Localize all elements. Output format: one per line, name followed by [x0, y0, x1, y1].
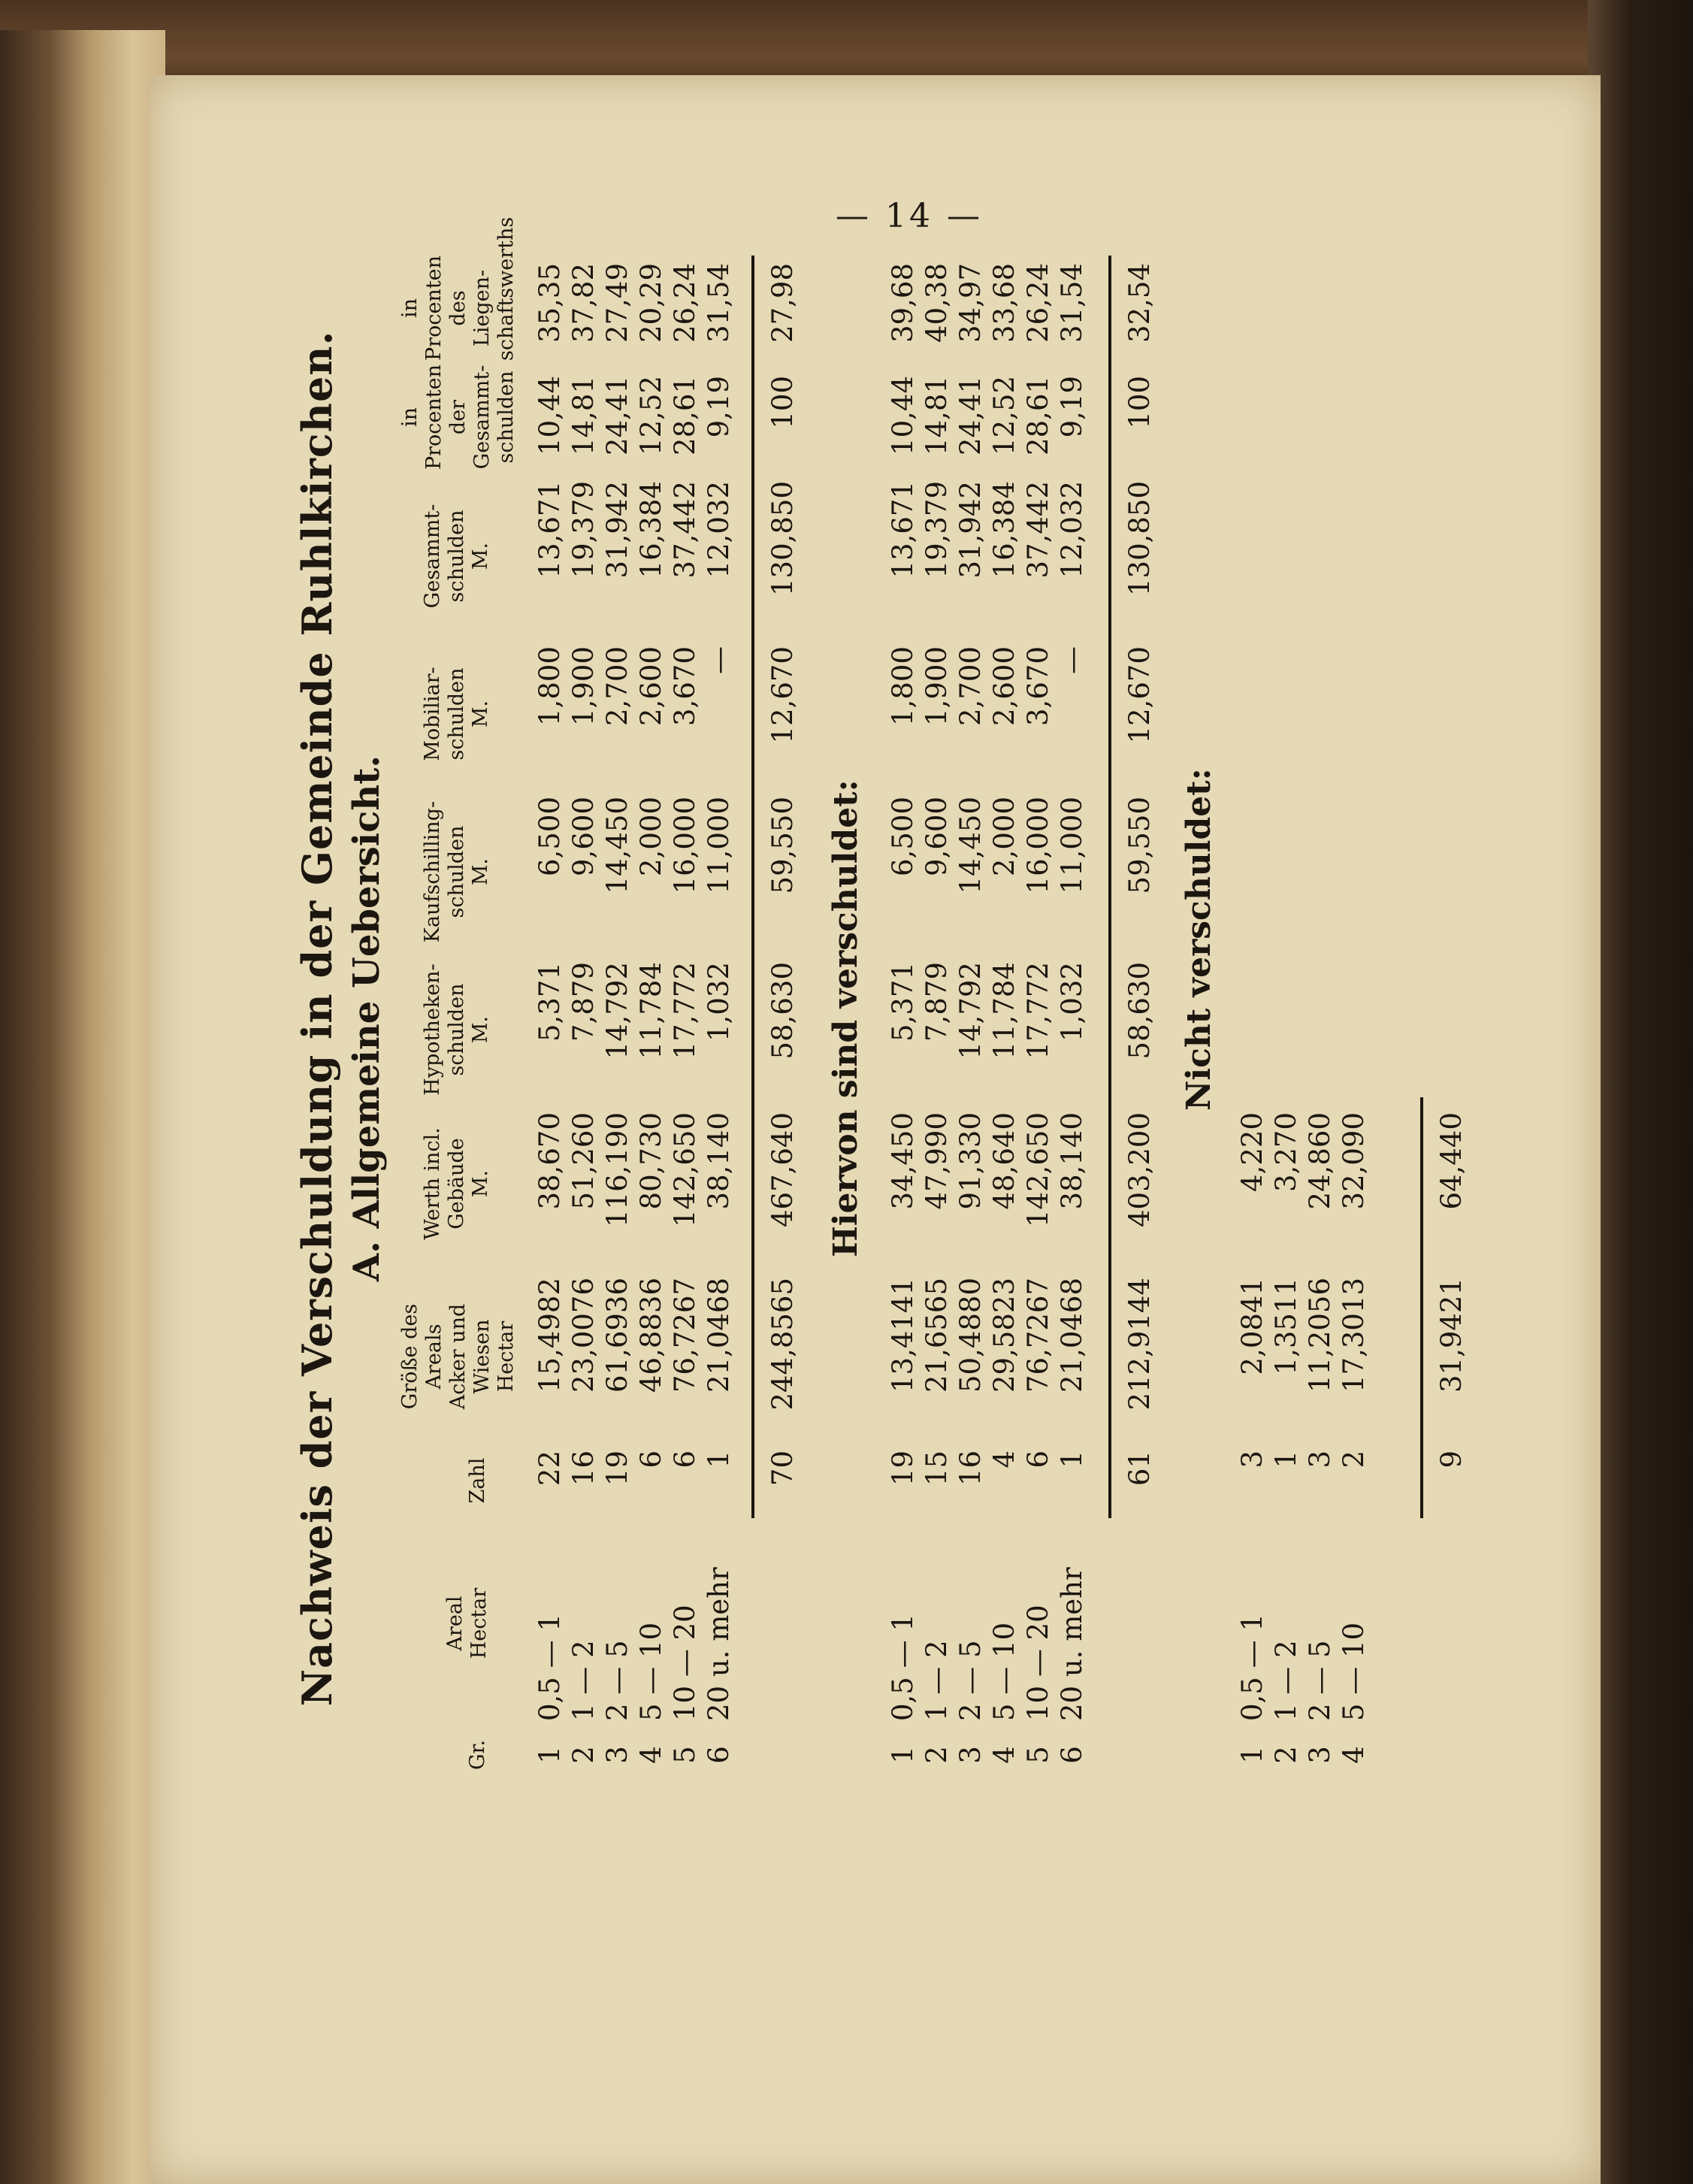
header-hypo: Hypotheken- schulden M. — [421, 963, 492, 1096]
cell-groesse: 21,6565 — [921, 1278, 953, 1393]
table-row — [534, 256, 568, 1781]
cell-zahl: 19 — [887, 1450, 919, 1487]
cell-groesse: 212,9144 — [1123, 1278, 1156, 1411]
table-row — [601, 256, 636, 1781]
cell-gr: 2 — [567, 1746, 600, 1764]
cell-proc-lieg: 39,68 — [887, 263, 919, 343]
cell-proc-lieg: 26,24 — [1022, 263, 1054, 343]
cell-hypo: 1,032 — [1056, 962, 1088, 1042]
cell-gr: 3 — [601, 1746, 633, 1764]
cell-kauf: 9,600 — [567, 797, 600, 876]
cell-groesse: 50,4880 — [954, 1278, 987, 1393]
cell-proc-lieg: 33,68 — [988, 263, 1020, 343]
cell-mobiliar: 3,670 — [669, 646, 701, 726]
cell-hypo: 17,772 — [669, 962, 701, 1060]
cell-zahl: 22 — [534, 1450, 566, 1487]
cell-gr: 4 — [1338, 1746, 1370, 1764]
cell-werth: 34,450 — [887, 1112, 919, 1210]
cell-gr: 1 — [1236, 1746, 1268, 1764]
cell-gr: 5 — [1022, 1746, 1054, 1764]
cell-areal: 5 — 10 — [635, 1622, 667, 1721]
cell-mobiliar: 1,800 — [887, 646, 919, 726]
table-row — [887, 256, 921, 1781]
cell-groesse: 21,0468 — [703, 1278, 735, 1393]
total-rule — [1420, 1097, 1423, 1518]
cell-werth: 4,220 — [1236, 1112, 1268, 1192]
cell-kauf: 6,500 — [534, 797, 566, 876]
cell-zahl: 1 — [1270, 1450, 1302, 1469]
cell-proc-ges: 24,41 — [954, 376, 987, 455]
cell-gr: 2 — [921, 1746, 953, 1764]
cell-hypo: 58,630 — [766, 962, 799, 1060]
cell-kauf: 11,000 — [703, 797, 735, 894]
cell-groesse: 2,0841 — [1236, 1278, 1268, 1375]
cell-mobiliar: 12,670 — [766, 646, 799, 744]
header-proc-lieg: in Procenten des Liegen- schaftswerths — [398, 216, 518, 361]
cell-proc-ges: 12,52 — [988, 376, 1020, 455]
cell-kauf: 2,000 — [635, 797, 667, 876]
cell-hypo: 7,879 — [921, 962, 953, 1042]
cell-gr: 6 — [703, 1746, 735, 1764]
cell-zahl: 6 — [669, 1450, 701, 1469]
cell-kauf: 16,000 — [1022, 797, 1054, 894]
cell-proc-ges: 28,61 — [1022, 376, 1054, 455]
cell-mobiliar: 1,900 — [921, 646, 953, 726]
cell-gesammt: 19,379 — [567, 481, 600, 579]
cell-werth: 64,440 — [1435, 1112, 1468, 1210]
total-rule — [751, 256, 754, 1518]
cell-werth: 142,650 — [1022, 1112, 1054, 1228]
cell-kauf: 9,600 — [921, 797, 953, 876]
cell-gesammt: 12,032 — [1056, 481, 1088, 579]
cell-groesse: 61,6936 — [601, 1278, 633, 1393]
cell-zahl: 16 — [954, 1450, 987, 1487]
cell-zahl: 19 — [601, 1450, 633, 1487]
table-row — [703, 256, 737, 1781]
cell-gesammt: 12,032 — [703, 481, 735, 579]
header-gr: Gr. — [466, 1739, 489, 1771]
cell-proc-ges: 100 — [766, 376, 799, 429]
cell-proc-lieg: 31,54 — [1056, 263, 1088, 343]
cell-hypo: 58,630 — [1123, 962, 1156, 1060]
cell-areal: 0,5 — 1 — [887, 1614, 919, 1721]
total-row — [1123, 256, 1158, 1781]
cell-proc-lieg: 20,29 — [635, 263, 667, 343]
cell-hypo: 7,879 — [567, 962, 600, 1042]
total-rule — [1108, 256, 1111, 1518]
cell-proc-ges: 14,81 — [567, 376, 600, 455]
total-row — [766, 256, 801, 1781]
cell-werth: 3,270 — [1270, 1112, 1302, 1192]
section-label-nicht-verschuldet: Nicht verschuldet: — [1180, 768, 1218, 1111]
cell-gr: 3 — [954, 1746, 987, 1764]
table-row — [1270, 256, 1305, 1781]
cell-groesse: 15,4982 — [534, 1278, 566, 1393]
cell-gesammt: 19,379 — [921, 481, 953, 579]
cell-groesse: 21,0468 — [1056, 1278, 1088, 1393]
cell-groesse: 1,3511 — [1270, 1278, 1302, 1375]
cell-zahl: 3 — [1236, 1450, 1268, 1469]
cell-hypo: 14,792 — [954, 962, 987, 1060]
cell-zahl: 1 — [703, 1450, 735, 1469]
cell-gesammt: 37,442 — [1022, 481, 1054, 579]
cell-zahl: 2 — [1338, 1450, 1370, 1469]
cell-groesse: 29,5823 — [988, 1278, 1020, 1393]
cell-werth: 38,140 — [703, 1112, 735, 1210]
cell-proc-ges: 24,41 — [601, 376, 633, 455]
cell-werth: 32,090 — [1338, 1112, 1370, 1210]
cell-proc-ges: 28,61 — [669, 376, 701, 455]
cell-werth: 38,140 — [1056, 1112, 1088, 1210]
cell-kauf: 11,000 — [1056, 797, 1088, 894]
cell-zahl: 16 — [567, 1450, 600, 1487]
cell-areal: 1 — 2 — [567, 1640, 600, 1721]
cell-groesse: 31,9421 — [1435, 1278, 1468, 1393]
cell-proc-lieg: 35,35 — [534, 263, 566, 343]
cell-werth: 403,200 — [1123, 1112, 1156, 1228]
cell-gesammt: 130,850 — [766, 481, 799, 597]
header-mobiliar: Mobiliar- schulden M. — [421, 667, 492, 761]
header-proc-ges: in Procenten der Gesammt- schulden — [398, 364, 518, 470]
cell-mobiliar: 2,600 — [988, 646, 1020, 726]
cell-proc-lieg: 40,38 — [921, 263, 953, 343]
cell-werth: 24,860 — [1304, 1112, 1336, 1210]
table-row — [1304, 256, 1338, 1781]
page-title: Nachweis der Verschuldung in der Gemeinde Ruhlkirchen. — [293, 330, 341, 1707]
cell-zahl: 9 — [1435, 1450, 1468, 1469]
cell-zahl: 61 — [1123, 1450, 1156, 1487]
cell-hypo: 5,371 — [534, 962, 566, 1042]
table-row — [1056, 256, 1090, 1781]
cell-mobiliar: 1,900 — [567, 646, 600, 726]
cell-areal: 1 — 2 — [921, 1640, 953, 1721]
cell-zahl: 70 — [766, 1450, 799, 1487]
cell-werth: 51,260 — [567, 1112, 600, 1210]
cell-groesse: 11,2056 — [1304, 1278, 1336, 1393]
cell-gr: 4 — [635, 1746, 667, 1764]
cell-groesse: 76,7267 — [1022, 1278, 1054, 1393]
page-edges — [0, 30, 165, 2184]
cell-proc-ges: 9,19 — [1056, 376, 1088, 438]
cell-kauf: 59,550 — [766, 797, 799, 894]
cell-areal: 10 — 20 — [669, 1605, 701, 1721]
cell-mobiliar: 3,670 — [1022, 646, 1054, 726]
cell-werth: 91,330 — [954, 1112, 987, 1210]
cell-proc-ges: 9,19 — [703, 376, 735, 438]
cell-kauf: 14,450 — [954, 797, 987, 894]
cell-areal: 0,5 — 1 — [1236, 1614, 1268, 1721]
cell-gesammt: 13,671 — [887, 481, 919, 579]
table-row — [669, 256, 703, 1781]
cell-areal: 20 u. mehr — [1056, 1567, 1088, 1721]
cell-zahl: 1 — [1056, 1450, 1088, 1469]
cell-mobiliar: 2,600 — [635, 646, 667, 726]
cell-hypo: 11,784 — [635, 962, 667, 1060]
cell-hypo: 5,371 — [887, 962, 919, 1042]
cell-zahl: 3 — [1304, 1450, 1336, 1469]
cell-areal: 5 — 10 — [1338, 1622, 1370, 1721]
cell-areal: 1 — 2 — [1270, 1640, 1302, 1721]
cell-hypo: 14,792 — [601, 962, 633, 1060]
table-row — [1022, 256, 1057, 1781]
cell-mobiliar: 2,700 — [954, 646, 987, 726]
header-groesse: Größe des Areals Acker und Wiesen Hectar — [398, 1303, 518, 1410]
cell-werth: 80,730 — [635, 1112, 667, 1210]
table-row — [954, 256, 989, 1781]
cell-groesse: 76,7267 — [669, 1278, 701, 1393]
cell-proc-lieg: 31,54 — [703, 263, 735, 343]
cell-hypo: 1,032 — [703, 962, 735, 1042]
header-werth: Werth incl. Gebäude M. — [421, 1127, 492, 1240]
cell-proc-ges: 10,44 — [534, 376, 566, 455]
cell-areal: 10 — 20 — [1022, 1605, 1054, 1721]
cell-mobiliar: 1,800 — [534, 646, 566, 726]
cell-proc-ges: 14,81 — [921, 376, 953, 455]
cell-areal: 20 u. mehr — [703, 1567, 735, 1721]
table-row — [988, 256, 1023, 1781]
cell-proc-ges: 12,52 — [635, 376, 667, 455]
header-areal: Areal Hectar — [443, 1587, 491, 1659]
cell-zahl: 6 — [1022, 1450, 1054, 1469]
cell-hypo: 11,784 — [988, 962, 1020, 1060]
table-row — [921, 256, 955, 1781]
cell-areal: 5 — 10 — [988, 1622, 1020, 1721]
cell-areal: 2 — 5 — [954, 1640, 987, 1721]
cell-gr: 4 — [988, 1746, 1020, 1764]
cell-proc-lieg: 34,97 — [954, 263, 987, 343]
header-kauf: Kaufschilling- schulden M. — [421, 800, 492, 943]
section-label-verschuldet: Hiervon sind verschuldet: — [827, 779, 865, 1257]
table-row — [635, 256, 670, 1781]
cell-gesammt: 16,384 — [635, 481, 667, 579]
cell-mobiliar: — — [1056, 646, 1088, 674]
cell-kauf: 59,550 — [1123, 797, 1156, 894]
cell-gr: 6 — [1056, 1746, 1088, 1764]
cell-mobiliar: 12,670 — [1123, 646, 1156, 744]
cell-gesammt: 13,671 — [534, 481, 566, 579]
table-row — [1236, 256, 1271, 1781]
cell-kauf: 16,000 — [669, 797, 701, 894]
cell-areal: 0,5 — 1 — [534, 1614, 566, 1721]
cell-mobiliar: — — [703, 646, 735, 674]
cell-zahl: 6 — [635, 1450, 667, 1469]
cell-werth: 47,990 — [921, 1112, 953, 1210]
cell-werth: 467,640 — [766, 1112, 799, 1228]
cell-gesammt: 31,942 — [601, 481, 633, 579]
page-number: — 14 — — [836, 197, 983, 235]
section-subtitle: A. Allgemeine Uebersicht. — [346, 755, 388, 1282]
cell-areal: 2 — 5 — [601, 1640, 633, 1721]
total-row — [1435, 256, 1470, 1781]
cell-proc-lieg: 26,24 — [669, 263, 701, 343]
cell-mobiliar: 2,700 — [601, 646, 633, 726]
cell-kauf: 6,500 — [887, 797, 919, 876]
table-row — [1338, 256, 1372, 1781]
cell-gr: 3 — [1304, 1746, 1336, 1764]
cell-werth: 142,650 — [669, 1112, 701, 1228]
cell-groesse: 13,4141 — [887, 1278, 919, 1393]
facing-page-shadow — [1588, 0, 1693, 2184]
cell-groesse: 23,0076 — [567, 1278, 600, 1393]
cell-gr: 5 — [669, 1746, 701, 1764]
header-zahl: Zahl — [466, 1457, 489, 1504]
cell-gesammt: 16,384 — [988, 481, 1020, 579]
cell-kauf: 14,450 — [601, 797, 633, 894]
cell-proc-lieg: 27,49 — [601, 263, 633, 343]
cell-gr: 1 — [534, 1746, 566, 1764]
cell-gr: 2 — [1270, 1746, 1302, 1764]
cell-werth: 116,190 — [601, 1112, 633, 1228]
cell-groesse: 46,8836 — [635, 1278, 667, 1393]
cell-werth: 48,640 — [988, 1112, 1020, 1210]
cell-gr: 1 — [887, 1746, 919, 1764]
cell-zahl: 15 — [921, 1450, 953, 1487]
cell-gesammt: 37,442 — [669, 481, 701, 579]
header-gesammt: Gesammt- schulden M. — [421, 504, 492, 609]
cell-proc-lieg: 37,82 — [567, 263, 600, 343]
cell-hypo: 17,772 — [1022, 962, 1054, 1060]
cell-proc-lieg: 32,54 — [1123, 263, 1156, 343]
cell-proc-lieg: 27,98 — [766, 263, 799, 343]
cell-proc-ges: 100 — [1123, 376, 1156, 429]
cell-werth: 38,670 — [534, 1112, 566, 1210]
rotated-table — [293, 216, 1533, 1781]
cell-gesammt: 31,942 — [954, 481, 987, 579]
cell-kauf: 2,000 — [988, 797, 1020, 876]
cell-areal: 2 — 5 — [1304, 1640, 1336, 1721]
cell-gesammt: 130,850 — [1123, 481, 1156, 597]
cell-proc-ges: 10,44 — [887, 376, 919, 455]
cell-zahl: 4 — [988, 1450, 1020, 1469]
table-row — [567, 256, 602, 1781]
cell-groesse: 17,3013 — [1338, 1278, 1370, 1393]
cell-groesse: 244,8565 — [766, 1278, 799, 1411]
